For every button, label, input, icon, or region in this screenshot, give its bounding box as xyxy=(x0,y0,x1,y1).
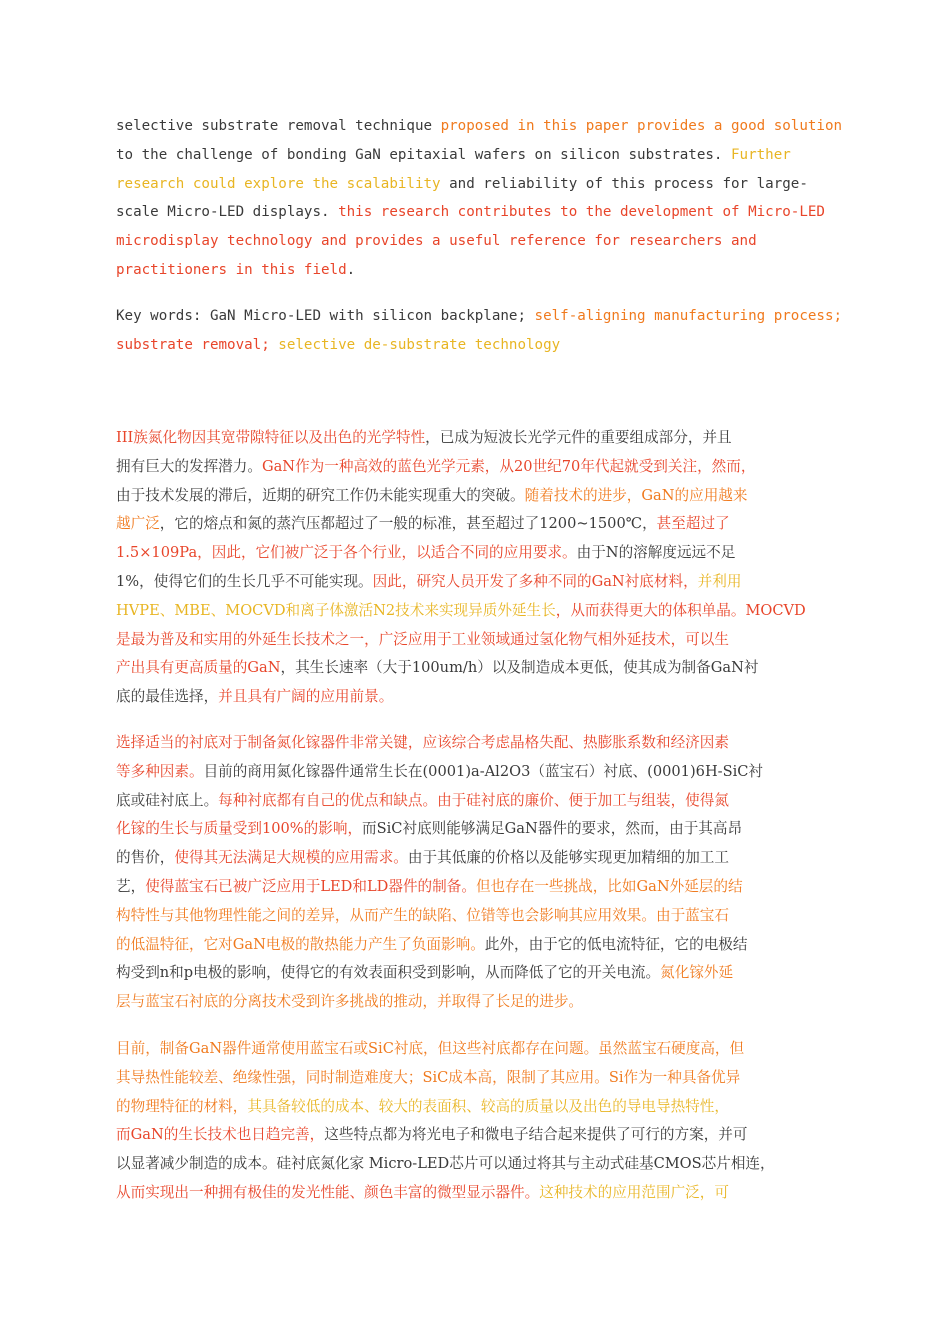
text-segment: 氮化镓外延 xyxy=(660,964,734,982)
text-segment: 1.5×109Pa，因此，它们被广泛于各个行业，以适合不同的应用要求。 xyxy=(116,544,577,562)
text-segment: 的售价， xyxy=(116,849,175,867)
paragraph-line xyxy=(116,729,838,758)
text-segment: 层与蓝宝石衬底的分离技术受到许多挑战的推动，并取得了长足的进步。 xyxy=(116,993,584,1011)
text-segment: 越广泛 xyxy=(116,515,160,533)
paragraph-line xyxy=(116,1121,838,1150)
text-segment: 化镓的生长与质量受到100%的影响， xyxy=(116,820,363,838)
paragraph-line xyxy=(116,1179,838,1208)
text-segment: practitioners in this field xyxy=(116,261,347,278)
text-segment: 使得其无法满足大规模的应用需求。 xyxy=(174,849,408,867)
text-segment: 其导热性能较差、绝缘性强，同时制造难度大；SiC成本高，限制了其应用。Si作为一种具备优异 xyxy=(116,1068,741,1086)
text-segment: selective de-substrate technology xyxy=(278,336,561,353)
text-segment: microdisplay technology and provides a useful reference for researchers and xyxy=(116,233,757,250)
abstract-line xyxy=(116,141,836,170)
text-segment: 产出具有更高质量的GaN xyxy=(116,659,281,677)
text-segment: ，从而获得更大的体积单晶。MOCVD xyxy=(555,601,806,619)
text-segment: substrate removal; xyxy=(116,336,279,353)
abstract-line xyxy=(116,227,836,256)
text-segment: 拥有巨大的发挥潜力。 xyxy=(116,457,262,475)
text-segment: 是最为普及和实用的外延生长技术之一，广泛应用于工业领域通过氢化物气相外延技术，可以生 xyxy=(116,630,729,648)
text-segment: 使得蓝宝石已被广泛应用于LED和LD器件的制备。 xyxy=(145,877,476,895)
text-segment: 由于技术发展的滞后，近期的研究工作仍未能实现重大的突破。 xyxy=(116,486,525,504)
text-segment: 每种衬底都有自己的优点和缺点。由于硅衬底的廉价、便于加工与组装，使得氮 xyxy=(218,791,729,809)
text-segment: 构受到n和p电极的影响，使得它的有效表面积受到影响，从而降低了它的开关电流。 xyxy=(116,964,661,982)
text-segment: 甚至超过了 xyxy=(656,515,730,533)
text-segment: 选择适当的衬底对于制备氮化镓器件非常关键，应该综合考虑晶格失配、热膨胀系数和经济因素 xyxy=(116,734,729,751)
text-segment: 底或硅衬底上。 xyxy=(116,791,219,809)
text-segment: III族氮化物因其宽带隙特征以及出色的光学特性 xyxy=(116,429,426,446)
text-segment: 并利用 xyxy=(697,572,742,590)
paragraph-line xyxy=(116,959,838,988)
text-segment: ，已成为短波长光学元件的重要组成部分，并且 xyxy=(425,429,732,446)
abstract-paragraph xyxy=(116,112,843,285)
paragraph-line xyxy=(116,873,838,902)
text-segment: 艺， xyxy=(116,877,146,895)
text-segment: 因此，研究人员开发了多种不同的GaN衬底材料， xyxy=(372,572,698,590)
paragraph-line xyxy=(116,568,838,597)
paragraph-line xyxy=(116,482,838,511)
text-segment: this research contributes to the development of Micro-LED xyxy=(338,204,825,221)
text-segment: to the challenge of bonding GaN epitaxial wafers on silicon substrates. xyxy=(116,146,731,163)
text-segment: 目前，制备GaN器件通常使用蓝宝石或SiC衬底，但这些衬底都存在问题。虽然蓝宝石硬度高，但 xyxy=(116,1040,745,1057)
text-segment: 其具备较低的成本、较大的表面积、较高的质量以及出色的导电导热特性， xyxy=(247,1097,729,1115)
paragraph-line xyxy=(116,683,838,712)
keywords-line xyxy=(116,302,843,331)
text-segment: Further xyxy=(731,146,791,163)
text-segment: 的低温特征，它对GaN电极的散热能力产生了负面影响。 xyxy=(116,935,485,953)
text-segment: 底的最佳选择， xyxy=(116,688,219,706)
text-segment: . xyxy=(346,261,356,278)
paragraph-line xyxy=(116,1150,838,1179)
keywords-line xyxy=(116,331,836,360)
body-paragraph-1 xyxy=(116,424,838,712)
text-segment: 构特性与其他物理性能之间的差异，从而产生的缺陷、位错等也会影响其应用效果。由于蓝宝石 xyxy=(116,906,729,924)
text-segment: 但也存在一些挑战，比如GaN外延层的结 xyxy=(475,877,743,895)
text-segment: 1%，使得它们的生长几乎不可能实现。 xyxy=(116,572,373,590)
text-segment: 随着技术的进步，GaN的应用越来 xyxy=(524,486,748,504)
paragraph-line xyxy=(116,902,838,931)
text-segment: 这些特点都为将光电子和微电子结合起来提供了可行的方案，并可 xyxy=(324,1126,748,1144)
text-segment: selective substrate removal technique xyxy=(116,118,441,134)
text-segment: 这种技术的应用范围广泛，可 xyxy=(539,1183,729,1201)
text-segment: 而SiC衬底则能够满足GaN器件的要求，然而，由于其高昂 xyxy=(362,820,743,838)
body-paragraph-3 xyxy=(116,1035,838,1208)
paragraph-line xyxy=(116,787,838,816)
paragraph-line xyxy=(116,453,838,482)
text-segment: 从而实现出一种拥有极佳的发光性能、颜色丰富的微型显示器件。 xyxy=(116,1183,540,1201)
abstract-line xyxy=(116,170,836,199)
text-segment: 由于N的溶解度远远不足 xyxy=(576,544,736,562)
text-segment: 由于其低廉的价格以及能够实现更加精细的加工工 xyxy=(407,849,729,867)
text-segment: HVPE、MBE、MOCVD和离子体激活N2技术来实现异质外延生长 xyxy=(116,601,556,619)
paragraph-line xyxy=(116,424,838,453)
text-segment: GaN作为一种高效的蓝色光学元素，从20世纪70年代起就受到关注，然而， xyxy=(261,457,756,475)
paragraph-line xyxy=(116,539,838,568)
paragraph-line xyxy=(116,758,838,787)
text-segment: 此外，由于它的低电流特征，它的电极结 xyxy=(484,935,748,953)
text-segment: 目前的商用氮化镓器件通常生长在(0001)a-Al2O3（蓝宝石）衬底、(0001)6H-SiC衬 xyxy=(203,762,764,780)
paragraph-line xyxy=(116,1093,838,1122)
text-segment: 的物理特征的材料， xyxy=(116,1097,248,1115)
text-segment: scale Micro-LED displays. xyxy=(116,204,339,221)
paragraph-line xyxy=(116,1064,838,1093)
abstract-line xyxy=(116,256,836,285)
paragraph-line xyxy=(116,931,838,960)
text-segment: 等多种因素。 xyxy=(116,762,204,780)
paragraph-line xyxy=(116,654,838,683)
text-segment: research could explore the scalability xyxy=(116,175,441,192)
paragraph-line xyxy=(116,815,838,844)
text-segment: 以显著减少制造的成本。硅衬底氮化家 Micro-LED芯片可以通过将其与主动式硅基CMOS芯片相连， xyxy=(116,1155,775,1173)
text-segment: 并且具有广阔的应用前景。 xyxy=(218,688,394,706)
paragraph-line xyxy=(116,1035,838,1064)
paragraph-line xyxy=(116,988,838,1017)
paragraph-line xyxy=(116,510,838,539)
body-paragraph-2 xyxy=(116,729,838,1017)
paragraph-line xyxy=(116,844,838,873)
abstract-line xyxy=(116,198,836,227)
keywords-paragraph xyxy=(116,302,843,360)
abstract-line xyxy=(116,112,843,141)
text-segment: and reliability of this process for large- xyxy=(440,175,808,192)
text-segment: ，其生长速率（大于100um/h）以及制造成本更低，使其成为制备GaN衬 xyxy=(280,659,759,677)
paragraph-line xyxy=(116,626,838,655)
text-segment: 而GaN的生长技术也日趋完善， xyxy=(116,1126,325,1144)
text-segment: proposed in this paper provides a good solution xyxy=(440,118,843,134)
paragraph-line xyxy=(116,597,838,626)
text-segment: Key words: GaN Micro-LED with silicon backplane; xyxy=(116,308,535,324)
text-segment: ，它的熔点和氮的蒸汽压都超过了一般的标准，甚至超过了1200~1500℃， xyxy=(159,515,657,533)
text-segment: self-aligning manufacturing process; xyxy=(534,308,843,324)
